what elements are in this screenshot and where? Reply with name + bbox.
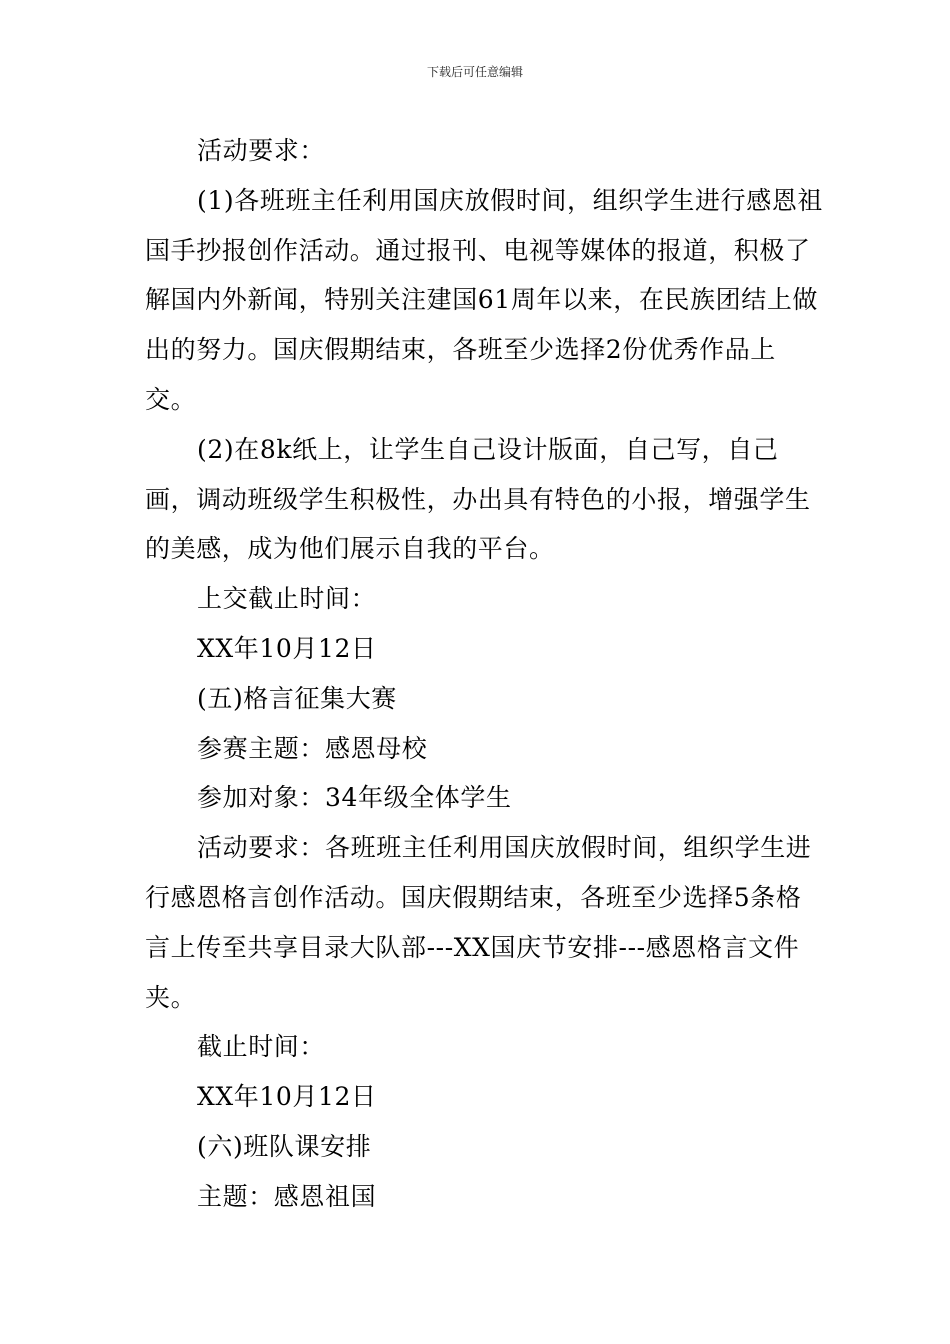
section-heading-class-meeting: (六)班队课安排 [197,1131,372,1161]
paragraph-submission-deadline-label: 上交截止时间： [197,584,377,614]
paragraph-submission-deadline-date: XX年10月12日 [197,633,377,663]
paragraph-requirement-1: (1)各班班主任利用国庆放假时间，组织学生进行感恩祖国手抄报创作活动。通过报刊、电视等媒体的报道，积极了解国内外新闻，特别关注建国61周年以来，在民族团结上做出的努力。国庆假期结束，各班至少选择2份优秀作品上交。 [145,185,824,414]
section-heading-motto-contest: (五)格言征集大赛 [197,683,397,713]
paragraph-activity-requirements: 活动要求： [197,136,326,165]
paragraph-contest-theme: 参赛主题：感恩母校 [197,733,428,763]
page-header: 下载后可任意编辑 [426,65,523,79]
paragraph-contest-requirements: 活动要求：各班班主任利用国庆放假时间，组织学生进行感恩格言创作活动。国庆假期结束，各班至少选择5条格言上传至共享目录大队部---XX国庆节安排---感恩格言文件夹。 [145,833,812,1012]
paragraph-deadline-date: XX年10月12日 [197,1082,377,1112]
paragraph-deadline-label: 截止时间： [197,1032,326,1062]
paragraph-class-meeting-theme: 主题：感恩祖国 [197,1181,377,1211]
paragraph-participants: 参加对象：34年级全体学生 [197,783,512,813]
document-body [145,126,825,1222]
paragraph-requirement-2: (2)在8k纸上，让学生自己设计版面，自己写，自己画，调动班级学生积极性，办出具有特色的小报，增强学生的美感，成为他们展示自我的平台。 [145,434,811,564]
